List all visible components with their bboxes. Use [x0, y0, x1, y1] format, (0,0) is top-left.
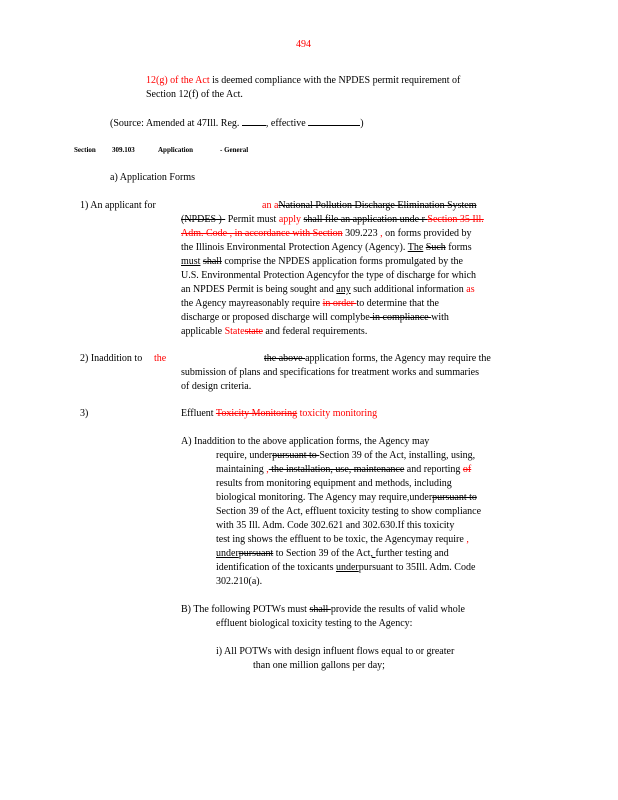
application-forms: application forms, the Agency may require the	[305, 353, 491, 364]
sub-b-i-line-1: i) All POTWs with design influent flows equal to or greater	[216, 646, 455, 657]
effective-blank	[308, 116, 360, 126]
inserted-the: The	[407, 242, 424, 253]
subsection-a-heading: a) Application Forms	[110, 172, 195, 183]
deleted-shall: shall	[309, 604, 331, 615]
item-2-line-2: submission of plans and specifications for treatment works and summaries	[181, 367, 479, 378]
sub-b-line-1	[181, 603, 465, 617]
and-reporting: and reporting	[404, 464, 463, 475]
sub-a-line-3	[216, 463, 471, 477]
inserted-under: under	[335, 562, 359, 573]
deleted-adm-code: Adm. Code , in accordance with Section	[181, 228, 343, 239]
deleted-in-compliance: in compliance	[369, 312, 432, 323]
permit-must: Permit must	[225, 214, 279, 225]
deleted-pursuant: pursuant to	[272, 450, 320, 461]
insert-as: as	[466, 284, 475, 295]
source-effective: , effective	[265, 118, 306, 129]
agency-may: the Agency mayreasonably require	[181, 298, 323, 309]
further-testing: further testing and	[375, 548, 449, 559]
insert-an: an a	[262, 200, 279, 211]
forms-provided: on forms provided by	[382, 228, 472, 239]
insert-state: State	[224, 326, 245, 337]
pursuant-to-code: pursuant to 35Ill. Adm. Code	[358, 562, 476, 573]
section-label: Section	[74, 146, 96, 154]
deleted-the-above: the above	[264, 353, 306, 364]
section-title-suffix: - General	[220, 146, 249, 154]
deleted-npdes-abbr: (NPDES )	[181, 214, 222, 225]
sub-a-line-8	[216, 533, 469, 547]
item-3-title	[181, 407, 377, 421]
sub-a-line-1: A) Inaddition to the above application forms, the Agency may	[181, 436, 430, 447]
deleted-pursuant-to: pursuant to	[432, 492, 477, 503]
deleted-in-order: in order	[322, 298, 357, 309]
agency-text: the Illinois Environmental Protection Agency (Agency).	[181, 242, 408, 253]
federal-requirements: and federal requirements.	[262, 326, 368, 337]
insert-apply: apply	[278, 214, 304, 225]
deleted-shall-file: shall file an application	[303, 214, 400, 225]
biological-monitoring: biological monitoring. The Agency may require,under	[216, 492, 433, 503]
insert-the: the	[154, 353, 167, 364]
section-309223: 309.223	[342, 228, 381, 239]
potws-must: B) The following POTWs must	[181, 604, 310, 615]
sub-a-line-4: results from monitoring equipment and methods, including	[216, 478, 452, 489]
item-1-line-6: U.S. Environmental Protection Agencyfor the type of discharge for which	[181, 270, 477, 281]
deleted-npdes-name: National Pollution Discharge Elimination System	[278, 200, 477, 211]
sub-a-line-2	[216, 449, 475, 463]
section-39-text: Section 39 of the Act, installing, using,	[319, 450, 476, 461]
inserted-comma: ,	[370, 548, 376, 559]
sub-b-line-2: effluent biological toxicity testing to the Agency:	[216, 618, 413, 629]
insert-comma: ,	[466, 534, 469, 545]
inserted-must: must	[181, 256, 201, 267]
section-number: 309.103	[112, 146, 135, 154]
item-1-line-9	[181, 311, 449, 325]
sub-a-line-10	[216, 561, 475, 575]
item-1-line-4	[181, 241, 472, 255]
section-title: Application	[158, 146, 194, 154]
item-1-line-1	[262, 199, 477, 213]
insert-comma: ,	[380, 228, 383, 239]
reg-blank	[242, 116, 266, 126]
item-1-line-8	[181, 297, 439, 311]
source-note	[110, 116, 364, 131]
deleted-installation: the installation, use, maintenance	[268, 464, 405, 475]
to-section-39: to Section 39 of the Act	[273, 548, 371, 559]
inserted-any: any	[336, 284, 351, 295]
provide-results: provide the results of valid whole	[330, 604, 465, 615]
require-under: require, under	[216, 450, 273, 461]
intro-line-2: Section 12(f) of the Act.	[146, 89, 243, 100]
deleted-such: Such	[425, 242, 446, 253]
sub-a-line-5	[216, 491, 477, 505]
deleted-shall: shall	[202, 256, 222, 267]
page-number: 494	[296, 39, 311, 50]
to-determine: to determine that the	[356, 298, 439, 309]
identification-text: identification of the toxicants	[216, 562, 336, 573]
effluent-word: Effluent	[181, 408, 216, 419]
item-2-line-1	[264, 352, 491, 366]
intro-act-ref: 12(g) of the Act	[146, 75, 210, 86]
with-word: with	[431, 312, 449, 323]
deleted-under: unde r	[399, 214, 428, 225]
comprise-text: comprise the NPDES application forms promulgated by the	[221, 256, 463, 267]
item-2-line-3: of design criteria.	[181, 381, 252, 392]
sub-a-line-7: with 35 Ill. Adm. Code 302.621 and 302.630.If this toxicity	[216, 520, 455, 531]
sub-a-line-11: 302.210(a).	[216, 576, 263, 587]
deleted-section-ref: Section 35 Ill.	[427, 214, 484, 225]
item-1-line-2	[181, 213, 484, 227]
item-2-number: 2) Inaddition to	[80, 353, 143, 364]
source-close: )	[360, 118, 364, 129]
applicable-word: applicable	[181, 326, 225, 337]
permit-sought: an NPDES Permit is being sought and	[181, 284, 337, 295]
sub-b-i-line-2: than one million gallons per day;	[253, 660, 385, 671]
discharge-text: discharge or proposed discharge will complybe	[181, 312, 370, 323]
deleted-pursuant: pursuant	[238, 548, 274, 559]
testing-shows: test ing shows the effluent to be toxic, the Agencymay require	[216, 534, 467, 545]
source-text: (Source: Amended at 47Ill. Reg.	[110, 118, 240, 129]
intro-line-1	[146, 74, 460, 88]
deleted-dash: -	[221, 214, 226, 225]
forms-word: forms	[445, 242, 472, 253]
deleted-toxicity-monitoring: Toxicity Monitoring	[215, 408, 298, 419]
insert-toxicity-monitoring: toxicity monitoring	[297, 408, 378, 419]
deleted-of: of	[462, 464, 472, 475]
item-1-line-5	[181, 255, 463, 269]
sub-a-line-6: Section 39 of the Act, effluent toxicity testing to show compliance	[216, 506, 482, 517]
item-3-number: 3)	[80, 408, 89, 419]
item-1-number: 1) An applicant for	[80, 200, 156, 211]
sub-a-line-9	[216, 547, 449, 561]
item-1-line-10	[181, 325, 367, 339]
deleted-state: state	[244, 326, 263, 337]
additional-info: such additional information	[350, 284, 467, 295]
maintaining-word: maintaining	[216, 464, 267, 475]
intro-text: is deemed compliance with the NPDES permit requirement of	[209, 75, 461, 86]
insert-comma: ,	[266, 464, 269, 475]
item-1-line-7	[181, 283, 475, 297]
item-1-line-3	[181, 227, 472, 241]
inserted-under: under	[216, 548, 239, 559]
